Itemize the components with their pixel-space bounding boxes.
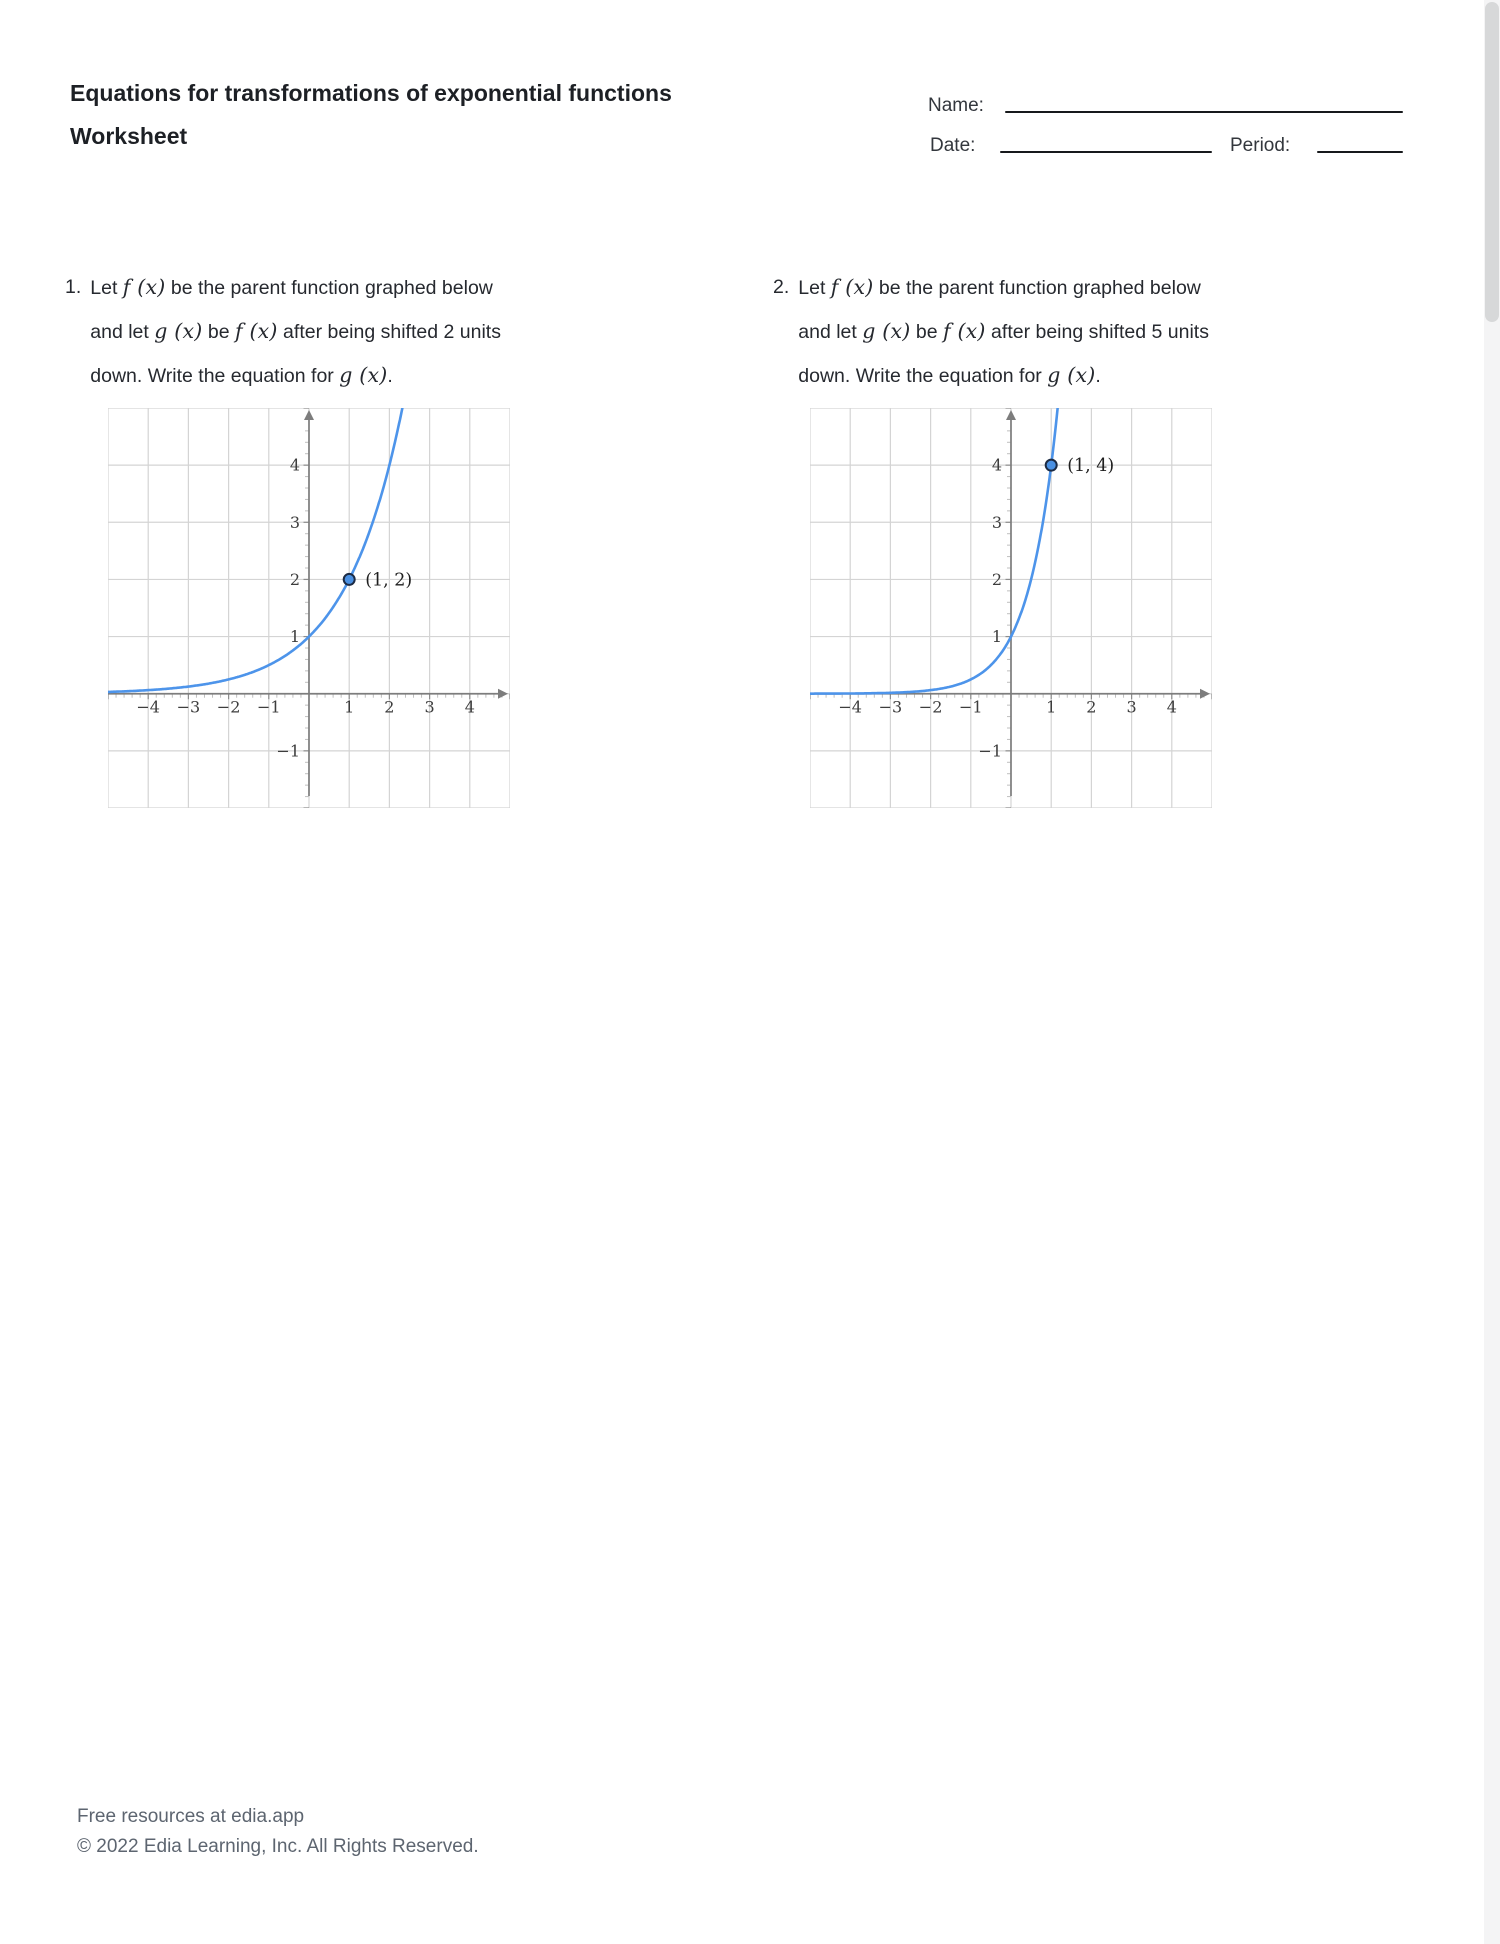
x-axis-arrow-icon <box>1200 689 1210 699</box>
inline-math: f (x) <box>122 275 166 299</box>
y-tick-label: 4 <box>289 455 300 475</box>
date-label: Date: <box>930 135 976 156</box>
inline-text: be the parent function graphed below <box>165 277 493 299</box>
inline-math: g (x) <box>1047 363 1096 387</box>
inline-text: and let <box>90 321 155 343</box>
scrollbar-thumb[interactable] <box>1485 2 1499 322</box>
problem-1-text <box>90 266 720 398</box>
exponential-curve <box>108 408 411 692</box>
inline-math: g (x) <box>154 319 203 343</box>
x-tick-label: 3 <box>424 697 435 717</box>
y-tick-label: −1 <box>276 741 300 761</box>
y-tick-label: −1 <box>978 741 1002 761</box>
graph-problem-1 <box>108 408 510 808</box>
x-tick-label: 3 <box>1126 697 1137 717</box>
y-tick-label: 3 <box>991 512 1002 532</box>
point-label: (1, 4) <box>1067 456 1115 477</box>
inline-text: Let <box>90 277 123 299</box>
inline-text: be <box>202 321 235 343</box>
inline-math: g (x) <box>339 363 388 387</box>
worksheet-title-line1: Equations for transformations of exponential functions <box>70 80 672 106</box>
x-tick-label: 4 <box>464 697 475 717</box>
name-label: Name: <box>928 95 984 116</box>
y-tick-label: 1 <box>991 627 1002 647</box>
point-label: (1, 2) <box>365 570 413 591</box>
x-tick-label: −2 <box>918 697 943 717</box>
inline-text: be <box>910 321 943 343</box>
y-tick-label: 1 <box>289 627 300 647</box>
plotted-point <box>344 574 355 585</box>
name-blank-line <box>1005 111 1403 113</box>
plotted-point <box>1046 460 1057 471</box>
period-label: Period: <box>1230 135 1291 156</box>
y-tick-label: 2 <box>289 569 300 589</box>
worksheet-title-line2: Worksheet <box>70 123 188 149</box>
x-tick-label: −3 <box>878 697 903 717</box>
x-tick-label: 2 <box>384 697 395 717</box>
inline-text: Let <box>798 277 831 299</box>
problem-1-number: 1. <box>65 276 82 298</box>
page-footer <box>77 1802 479 1862</box>
y-tick-label: 2 <box>991 569 1002 589</box>
date-blank-line <box>1000 151 1212 153</box>
problem-2 <box>773 266 1428 398</box>
inline-math: f (x) <box>942 319 986 343</box>
inline-math: g (x) <box>862 319 911 343</box>
inline-text: . <box>387 365 393 387</box>
axes <box>108 418 500 796</box>
x-tick-label: 1 <box>344 697 355 717</box>
tick-labels <box>838 456 1176 761</box>
inline-text: be the parent function graphed below <box>873 277 1201 299</box>
problem-2-text <box>798 266 1428 398</box>
y-axis-arrow-icon <box>1006 410 1016 420</box>
y-axis-arrow-icon <box>304 410 314 420</box>
inline-text: down. Write the equation for <box>798 365 1048 387</box>
x-tick-label: 1 <box>1046 697 1057 717</box>
x-tick-label: −3 <box>176 697 201 717</box>
inline-text: down. Write the equation for <box>90 365 340 387</box>
problem-1 <box>65 266 720 398</box>
x-tick-label: −2 <box>216 697 241 717</box>
x-tick-label: −1 <box>959 697 983 717</box>
x-axis-arrow-icon <box>498 689 508 699</box>
problem-2-number: 2. <box>773 276 790 298</box>
footer-copyright-text: © 2022 Edia Learning, Inc. All Rights Reserved. <box>77 1836 479 1857</box>
x-tick-label: −1 <box>257 697 281 717</box>
x-tick-label: −4 <box>838 697 862 717</box>
scrollbar-track[interactable] <box>1484 0 1500 1944</box>
inline-math: f (x) <box>830 275 874 299</box>
x-tick-label: 4 <box>1166 697 1177 717</box>
axes <box>810 418 1202 796</box>
y-tick-label: 3 <box>289 512 300 532</box>
inline-text: . <box>1095 365 1101 387</box>
tick-labels <box>136 456 474 761</box>
x-tick-label: −4 <box>136 697 160 717</box>
exponential-curve <box>810 408 1063 694</box>
worksheet-title <box>70 72 770 158</box>
period-blank-line <box>1317 151 1403 153</box>
footer-resources-text: Free resources at edia.app <box>77 1806 305 1827</box>
inline-text: after being shifted 5 units <box>985 321 1209 343</box>
y-tick-label: 4 <box>991 455 1002 475</box>
x-tick-label: 2 <box>1086 697 1097 717</box>
inline-math: f (x) <box>234 319 278 343</box>
inline-text: after being shifted 2 units <box>277 321 501 343</box>
graph-problem-2 <box>810 408 1212 808</box>
inline-text: and let <box>798 321 863 343</box>
